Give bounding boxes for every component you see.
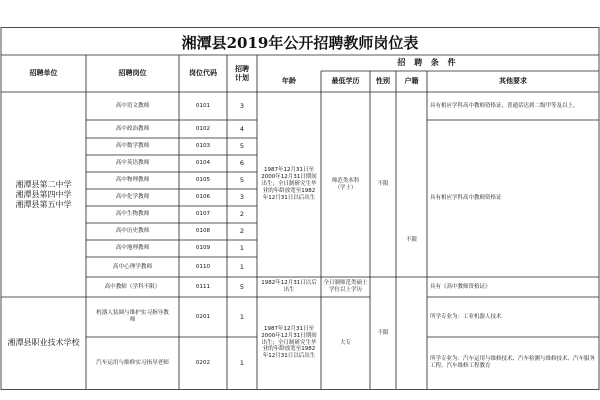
gender-cell: 不限 bbox=[377, 329, 389, 336]
post-cell: 高中生物教师 bbox=[115, 211, 150, 217]
count-cell: 5 bbox=[239, 282, 245, 291]
table-title: 湘潭县2019年公开招聘教师岗位表 bbox=[181, 33, 419, 52]
code-cell: 0102 bbox=[195, 125, 211, 132]
code-cell: 0101 bbox=[195, 102, 211, 109]
post-cell: 高中化学教师 bbox=[115, 194, 150, 200]
count-cell: 5 bbox=[239, 176, 245, 185]
count-cell: 6 bbox=[239, 159, 245, 168]
code-cell: 0106 bbox=[195, 194, 211, 200]
post-cell: 高中数学教师 bbox=[115, 143, 150, 149]
header-hukou: 户籍 bbox=[404, 77, 419, 86]
other-requirements-cell: 具有相应学科高中教师资格证，普通话达到二级甲等及以上。 bbox=[430, 102, 579, 109]
post-cell: 高中物理教师 bbox=[115, 177, 150, 183]
unit-vocational-school: 湘潭县职业技术学校 bbox=[7, 338, 80, 347]
count-cell: 4 bbox=[239, 124, 245, 133]
code-cell: 0109 bbox=[195, 245, 211, 251]
code-cell: 0104 bbox=[195, 160, 211, 166]
code-cell: 0103 bbox=[195, 143, 211, 149]
gender-cell: 不限 bbox=[377, 181, 389, 188]
header-count: 招聘计划 bbox=[235, 64, 249, 82]
code-cell: 0108 bbox=[195, 228, 211, 234]
count-cell: 1 bbox=[239, 358, 245, 367]
post-cell: 高中语文教师 bbox=[115, 102, 150, 109]
post-cell: 高中历史教师 bbox=[115, 228, 150, 234]
count-cell: 3 bbox=[239, 101, 245, 110]
count-cell: 1 bbox=[239, 312, 245, 321]
other-requirements-cell: 具有《高中教师资格证》 bbox=[430, 283, 491, 290]
code-cell: 0201 bbox=[195, 313, 211, 320]
post-cell: 高中政治教师 bbox=[115, 125, 150, 132]
post-cell: 高中教师（学科不限） bbox=[104, 283, 161, 290]
header-post: 招聘岗位 bbox=[118, 69, 147, 78]
code-cell: 0202 bbox=[195, 359, 211, 366]
age-cell: 1987年12月31日至2000年12月31日期间出生；全日制研究生毕业的年龄放宽至1982年12月31日以后出生 bbox=[261, 167, 317, 201]
post-cell: 高中英语教师 bbox=[115, 160, 150, 166]
count-cell: 1 bbox=[239, 244, 245, 253]
other-requirements-cell: 具有相应学科高中教师资格证 bbox=[430, 195, 502, 202]
header-education: 最低学历 bbox=[331, 77, 360, 86]
code-cell: 0105 bbox=[195, 177, 211, 183]
hukou-cell: 不限 bbox=[405, 237, 417, 244]
count-cell: 5 bbox=[239, 142, 245, 151]
post-cell: 高中心理学教师 bbox=[112, 263, 153, 270]
header-code: 岗位代码 bbox=[189, 69, 217, 78]
count-cell: 3 bbox=[239, 193, 245, 202]
code-cell: 0107 bbox=[195, 211, 211, 217]
age-cell: 1982年12月31日以后出生 bbox=[261, 280, 317, 293]
header-age: 年龄 bbox=[282, 77, 296, 86]
post-cell: 高中地理教师 bbox=[115, 245, 150, 251]
post-cell: 汽车运用与维修实习指导老师 bbox=[96, 359, 169, 366]
other-requirements-cell: 所学专业为：工业机器人技术 bbox=[430, 313, 502, 320]
education-cell: 全日制师范类硕士学位以上学历 bbox=[323, 280, 368, 293]
count-cell: 2 bbox=[239, 210, 245, 219]
code-cell: 0111 bbox=[195, 283, 211, 290]
header-other: 其他要求 bbox=[499, 77, 527, 86]
header-conditions: 招 聘 条 件 bbox=[397, 58, 459, 67]
header-gender: 性别 bbox=[376, 77, 390, 86]
education-cell: 师范类本科（学士） bbox=[331, 177, 360, 191]
count-cell: 1 bbox=[239, 262, 245, 271]
recruitment-table bbox=[0, 27, 600, 390]
other-requirements-cell: 所学专业为：汽车运用与维修技术、汽车检测与维修技术、汽车服务工程、汽车维修工程教育 bbox=[430, 356, 596, 369]
code-cell: 0110 bbox=[195, 263, 211, 270]
age-cell: 1987年12月31日至2000年12月31日期间出生；全日制研究生毕业的年龄放宽至1982年12月31日以后出生 bbox=[261, 325, 317, 360]
education-cell: 大专 bbox=[339, 339, 351, 346]
count-cell: 2 bbox=[239, 227, 245, 236]
header-unit: 招聘单位 bbox=[29, 69, 58, 78]
post-cell: 机器人装调与维护实习指导教师 bbox=[96, 310, 169, 323]
unit-middle-schools: 湘潭县第二中学 湘潭县第四中学 湘潭县第五中学 bbox=[15, 179, 72, 209]
